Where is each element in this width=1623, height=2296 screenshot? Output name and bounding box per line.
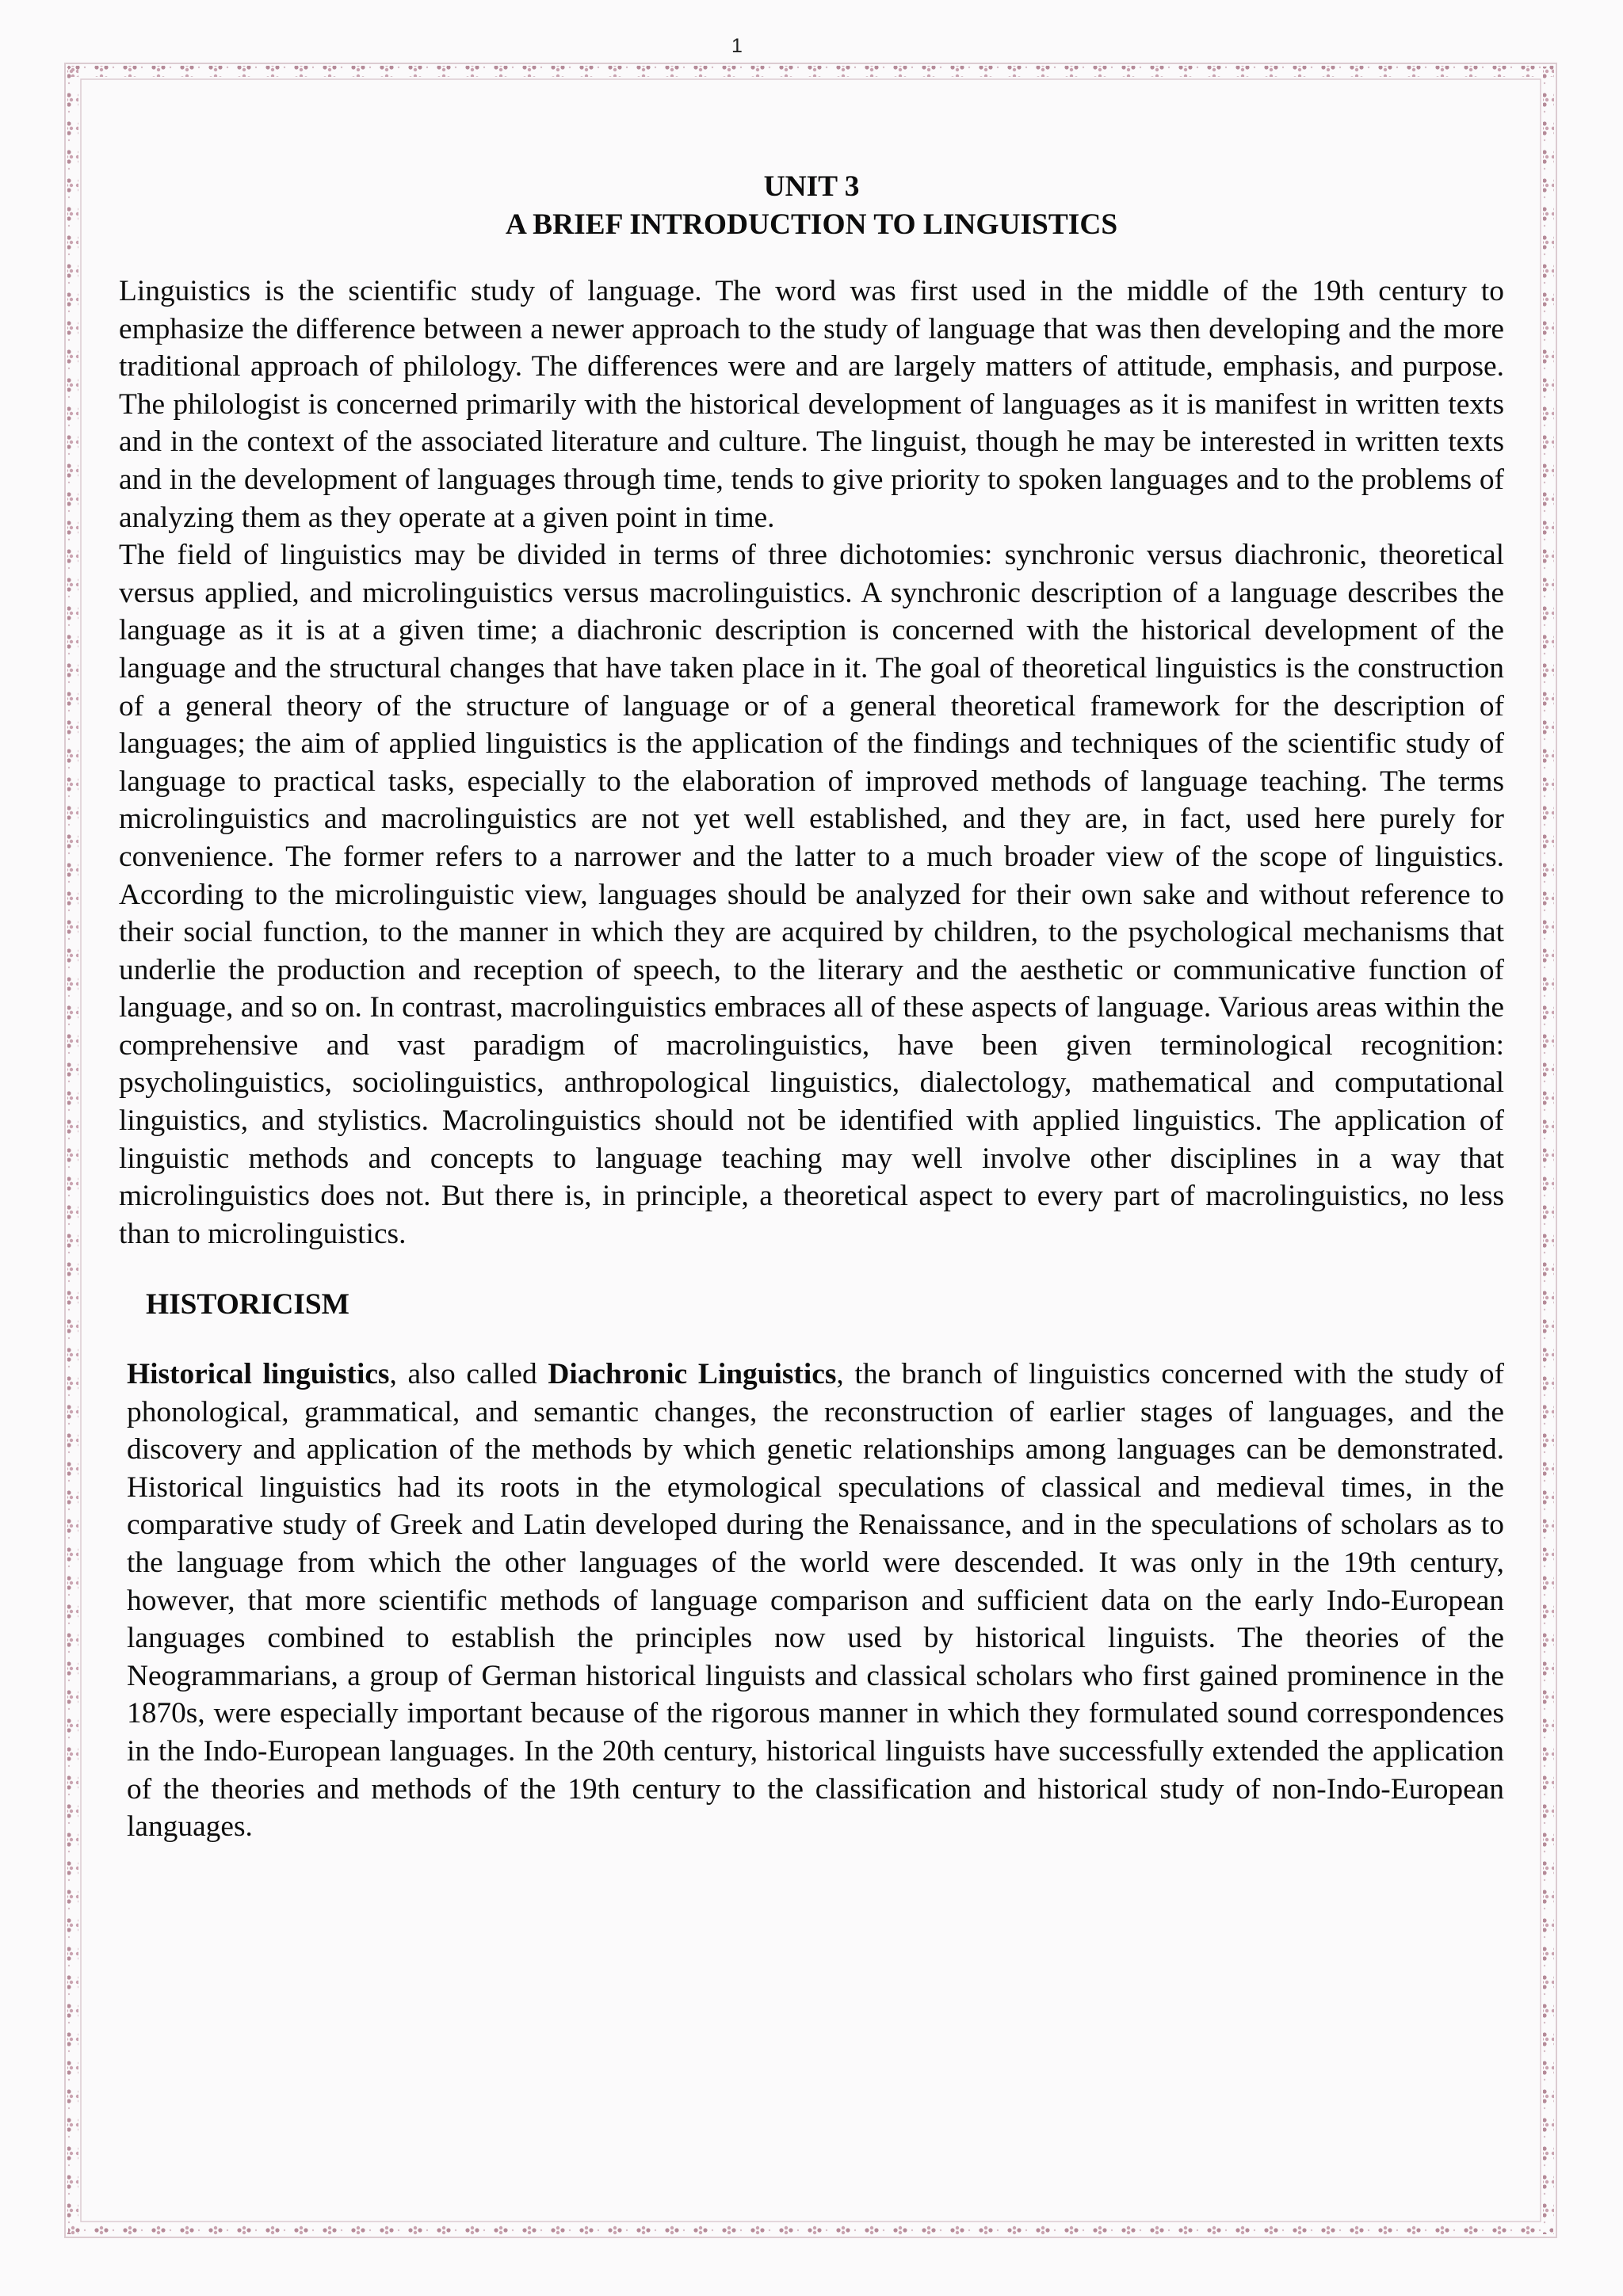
document-body xyxy=(119,168,1504,1846)
historicism-body-text: , the branch of linguistics concerned with the study of phonological, grammatical, and semantic changes, the reconstruction of earlier stages of languages, and the discovery and application of the methods by which genetic relationships among languages can be demonstrated. Historical linguistics had its roots in the etymological speculations of classical and medieval times, in the comparative study of Greek and Latin developed during the Renaissance, and in the speculations of scholars as to the language from which the other languages of the world were descended. It was only in the 19th century, however, that more scientific methods of language comparison and sufficient data on the early Indo-European languages combined to establish the principles now used by historical linguists. The theories of the Neogrammarians, a group of German historical linguists and classical scholars who first gained prominence in the 1870s, were especially important because of the rigorous manner in which they formulated sound correspondences in the Indo-European languages. In the 20th century, historical linguists have successfully extended the application of the theories and methods of the 19th century to the classification and historical study of non-Indo-European languages. xyxy=(127,1358,1504,1844)
page-title: A BRIEF INTRODUCTION TO LINGUISTICS xyxy=(505,208,1118,241)
term-diachronic-linguistics: Diachronic Linguistics xyxy=(548,1358,837,1391)
section-heading-historicism: HISTORICISM xyxy=(146,1288,349,1322)
page-number: 1 xyxy=(731,35,743,57)
connector-text: , also called xyxy=(389,1358,548,1391)
historicism-paragraph xyxy=(119,1356,1504,1846)
term-historical-linguistics: Historical linguistics xyxy=(127,1358,390,1391)
intro-paragraph-2: The field of linguistics may be divided in terms of three dichotomies: synchronic versus diachronic, theoretical versus applied, and microlinguistics versus macrolinguistics. A synchronic description of a language describes the language as it is at a given time; a diachronic description is concerned with the historical development of the language and the structural changes that have taken place in it. The goal of theoretical linguistics is the construction of a general theory of the structure of language or of a general theoretical framework for the description of languages; the aim of applied linguistics is the application of the findings and techniques of the scientific study of language to practical tasks, especially to the elaboration of improved methods of language teaching. The terms microlinguistics and macrolinguistics are not yet well established, and they are, in fact, used here purely for convenience. The former refers to a narrower and the latter to a much broader view of the scope of linguistics. According to the microlinguistic view, languages should be analyzed for their own sake and without reference to their social function, to the manner in which they are acquired by children, to the psychological mechanisms that underlie the production and reception of speech, to the literary and the aesthetic or communicative function of language, and so on. In contrast, macrolinguistics embraces all of these aspects of language. Various areas within the comprehensive and vast paradigm of macrolinguistics, have been given terminological recognition: psycholinguistics, sociolinguistics, anthropological linguistics, dialectology, mathematical and computational linguistics, and stylistics. Macrolinguistics should not be identified with applied linguistics. The application of linguistic methods and concepts to language teaching may well involve other disciplines in a way that microlinguistics does not. But there is, in principle, a theoretical aspect to every part of macrolinguistics, no less than to microlinguistics. xyxy=(119,539,1504,1250)
intro-paragraph-1: Linguistics is the scientific study of language. The word was first used in the middle of the 19th century to emphasize the difference between a newer approach to the study of language that was then developing and the more traditional approach of philology. The differences were and are largely matters of attitude, emphasis, and purpose. The philologist is concerned primarily with the historical development of languages as it is manifest in written texts and in the context of the associated literature and culture. The linguist, though he may be interested in written texts and in the development of languages through time, tends to give priority to spoken languages and to the problems of analyzing them as they operate at a given point in time. xyxy=(119,275,1504,534)
document-title-block xyxy=(119,168,1504,244)
unit-label: UNIT 3 xyxy=(763,170,860,203)
